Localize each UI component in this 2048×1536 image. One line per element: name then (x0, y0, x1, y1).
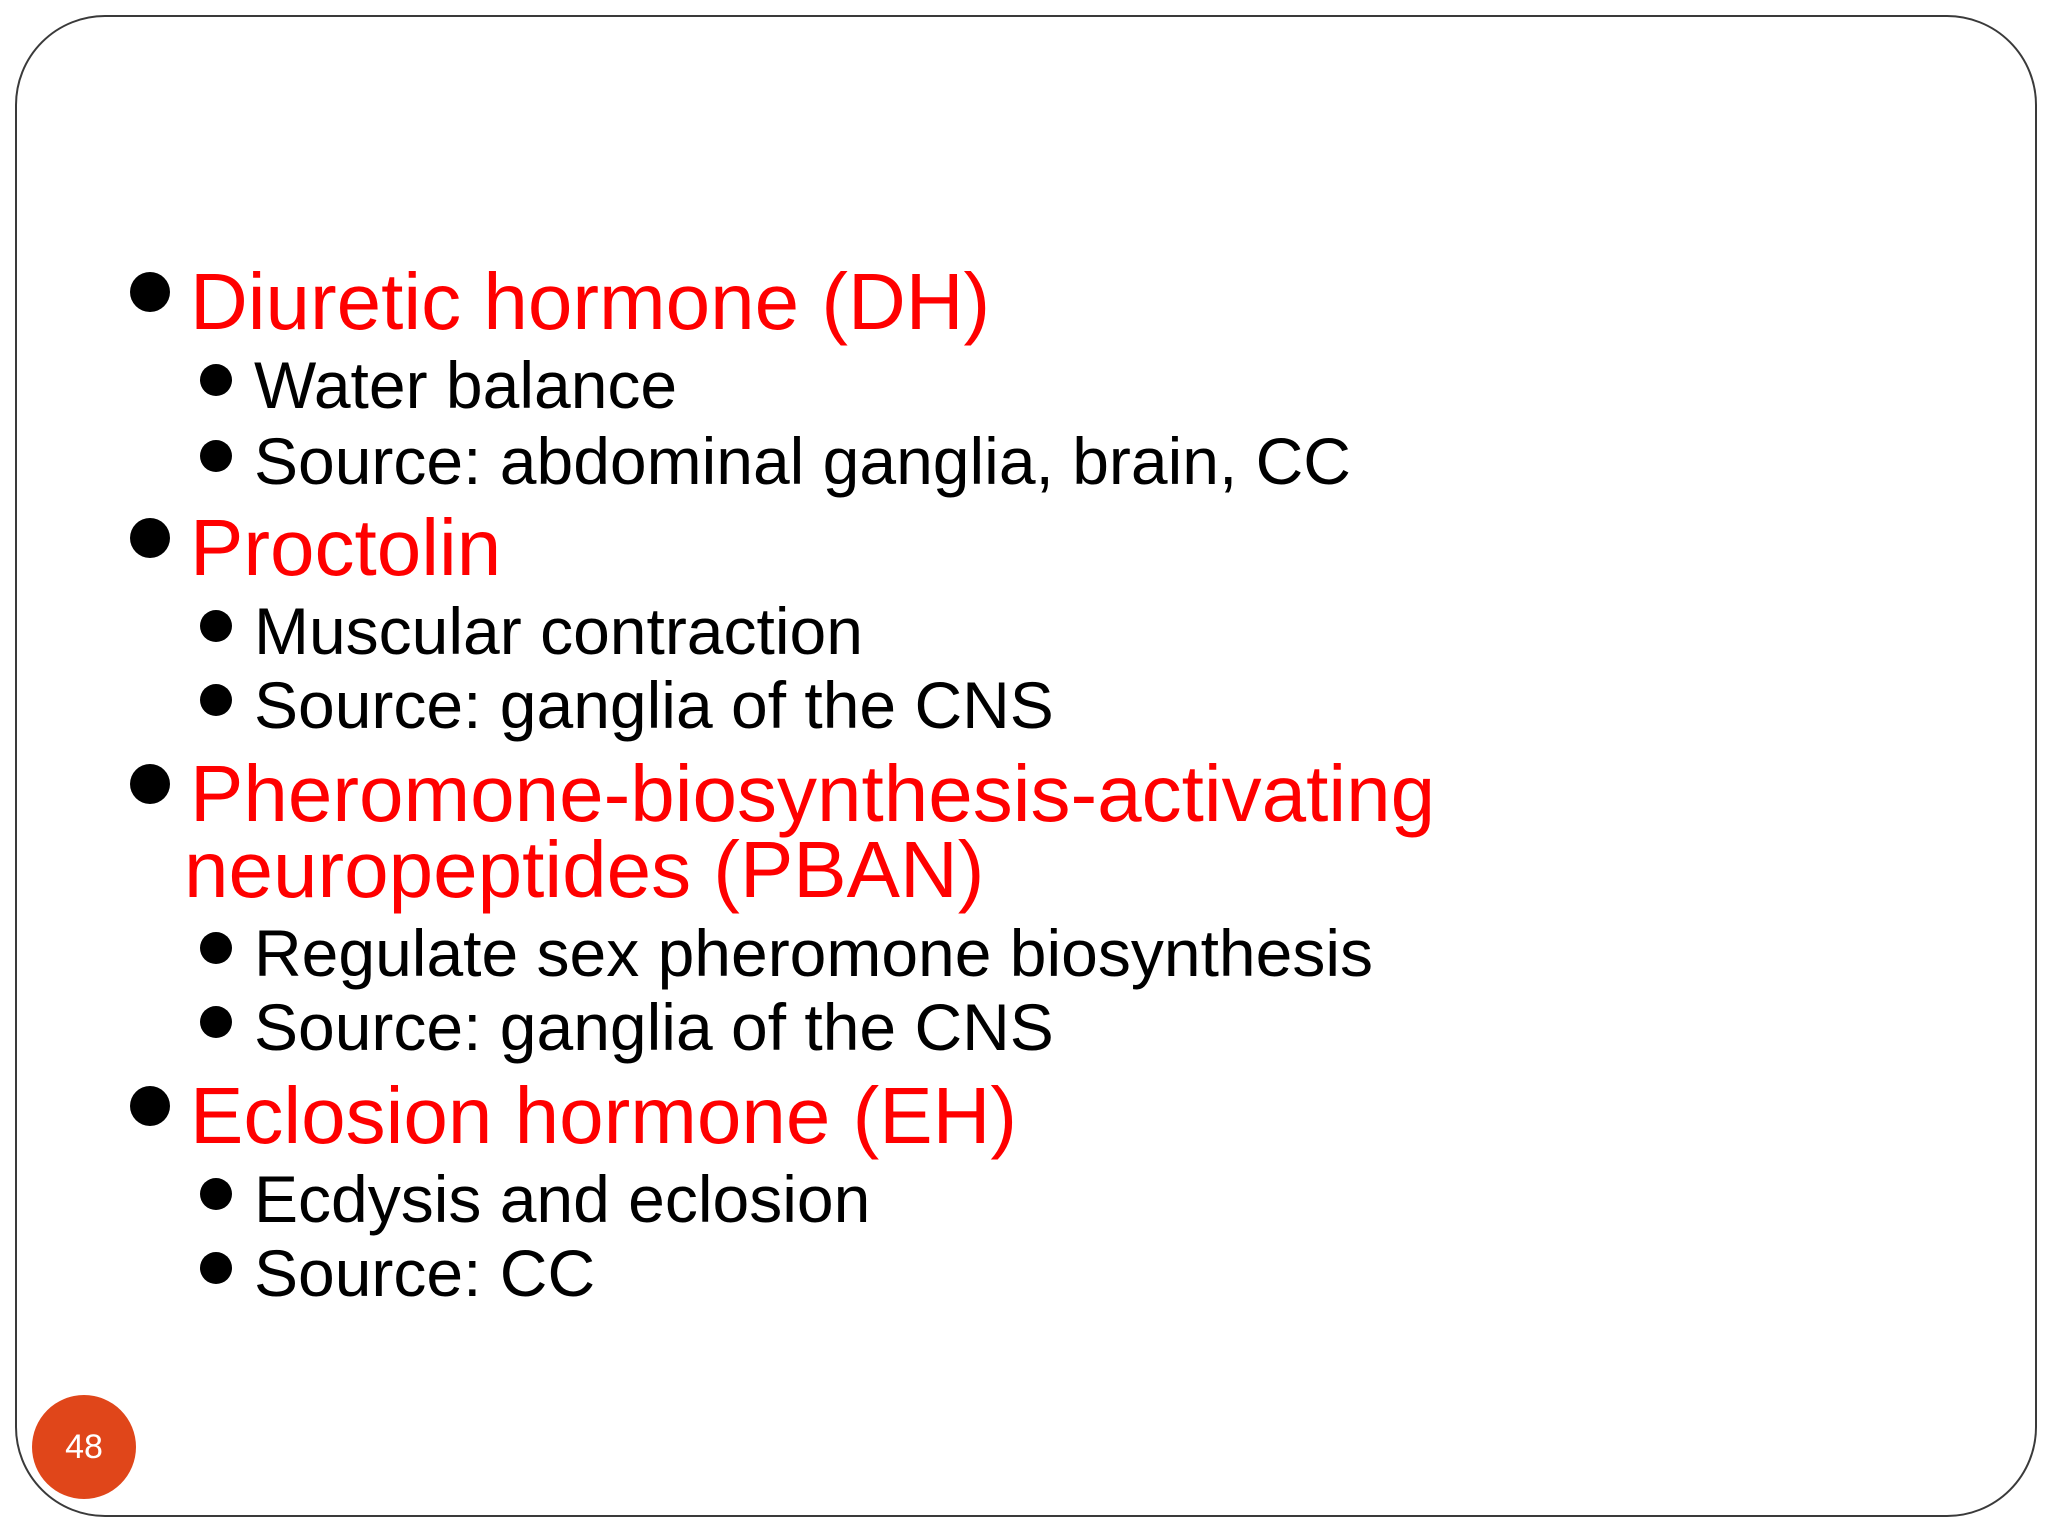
sub-bullet-icon (200, 684, 232, 716)
point-source-pban: Source: ganglia of the CNS (254, 990, 1054, 1064)
heading-pban-line1: Pheromone-biosynthesis-activating (190, 749, 1436, 838)
page-number-badge: 48 (32, 1395, 136, 1499)
point-regulate-sex-pheromone: Regulate sex pheromone biosynthesis (254, 916, 1374, 990)
heading-eclosion-hormone: Eclosion hormone (EH) (190, 1071, 1017, 1160)
point-source-proctolin: Source: ganglia of the CNS (254, 668, 1054, 742)
sub-bullet-icon (200, 1006, 232, 1038)
sub-bullet-icon (200, 610, 232, 642)
point-muscular-contraction: Muscular contraction (254, 594, 863, 668)
sub-bullet-icon (200, 1178, 232, 1210)
sub-bullet-icon (200, 364, 232, 396)
bullet-icon (130, 1086, 170, 1126)
bullet-icon (130, 518, 170, 558)
bullet-icon (130, 272, 170, 312)
point-water-balance: Water balance (254, 348, 678, 422)
sub-bullet-icon (200, 1252, 232, 1284)
point-ecdysis-eclosion: Ecdysis and eclosion (254, 1162, 871, 1236)
sub-bullet-icon (200, 440, 232, 472)
heading-proctolin: Proctolin (190, 503, 502, 592)
heading-pban-line2: neuropeptides (PBAN) (184, 825, 985, 914)
bullet-icon (130, 764, 170, 804)
heading-diuretic-hormone: Diuretic hormone (DH) (190, 257, 991, 346)
point-source-eh: Source: CC (254, 1236, 596, 1310)
point-source-dh: Source: abdominal ganglia, brain, CC (254, 424, 1351, 498)
sub-bullet-icon (200, 932, 232, 964)
